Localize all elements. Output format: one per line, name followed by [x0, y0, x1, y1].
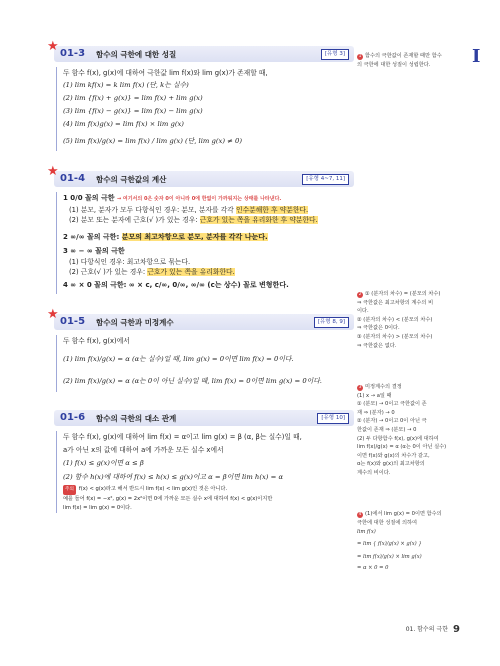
text-line: (2) 함수 h(x)에 대하여 f(x) ≤ h(x) ≤ g(x)이고 α = β이면 lim h(x) = α: [63, 473, 284, 481]
star-icon: ★: [47, 39, 59, 54]
page-footer: [406, 624, 460, 635]
note-marker: 2: [358, 291, 362, 297]
highlight: 근호가 있는 쪽을 유리화한다.: [147, 268, 235, 276]
list-item: 4 ∞ × 0 꼴의 극한: ∞ × c, c/∞, 0/∞, ∞/∞ (c는 상수) 꼴로 변형한다.: [63, 281, 289, 289]
highlight: 근호가 있는 쪽을 유리화한 후 약분한다.: [199, 216, 318, 224]
red-annotation: → 여기서의 0은 숫자 0이 아니라 0에 한없이 가까워지는 상태를 나타낸다.: [116, 196, 282, 202]
text-line: 두 함수 f(x), g(x)에서: [63, 337, 130, 345]
type-badge: [유형 8, 9]: [314, 317, 349, 328]
caution-line: 주의 f(x) < g(x)라고 해서 반드시 lim f(x) < lim g(x)인 것은 아니다.: [63, 484, 354, 495]
list-item: 2 ∞/∞ 꼴의 극한: 분모의 최고차항으로 분모, 분자를 각각 나눈다.: [63, 233, 268, 241]
section-header: [47, 39, 354, 62]
type-badge: [유형 10]: [317, 413, 349, 424]
section-number: 01-5: [60, 316, 86, 327]
footer-label: 01. 함수의 극한: [405, 626, 449, 633]
caution-tag: 주의: [63, 485, 76, 495]
text-line: (5) lim f(x)/g(x) = lim f(x) / lim g(x) (단, lim g(x) ≠ 0): [63, 137, 242, 145]
section-body: [56, 431, 354, 513]
section-title: 함수의 극한의 대소 관계: [96, 414, 177, 423]
text-line: (4) lim f(x)g(x) = lim f(x) × lim g(x): [63, 120, 184, 128]
star-icon: ★: [47, 164, 59, 179]
page-number: 9: [453, 624, 460, 635]
star-icon: ★: [47, 307, 59, 322]
side-note-1: 1 함수의 극한값이 존재할 때만 함수 의 극한에 대한 성질이 성립한다.: [357, 53, 442, 68]
text-line: (1) lim kf(x) = k lim f(x) (단, k는 실수): [63, 81, 189, 89]
section-title: 함수의 극한과 미정계수: [96, 318, 174, 327]
text-line: (3) lim {f(x) − g(x)} = lim f(x) − lim g(x): [63, 107, 203, 115]
section-title: 함수의 극한에 대한 성질: [96, 50, 177, 59]
section-01-3: [47, 39, 354, 151]
section-header: [54, 410, 354, 426]
caution-line: lim f(x) = lim g(x) = 0이다.: [63, 505, 132, 511]
text-line: (1) lim f(x)/g(x) = α (α는 실수)일 때, lim g(x) = 0이면 lim f(x) = 0이다.: [63, 355, 294, 363]
list-item: (1) 분모, 분자가 모두 다항식인 경우: 분모, 분자를 각각 인수분해한 후 약분한다.: [69, 206, 309, 214]
text-line: (1) f(x) ≤ g(x)이면 α ≤ β: [63, 459, 144, 467]
list-item: 1 0/0 꼴의 극한 → 여기서의 0은 숫자 0이 아니라 0에 한없이 가까워지는 상태를 나타낸다.: [63, 194, 282, 202]
section-number: 01-6: [60, 412, 86, 423]
text-line: (2) lim {f(x) + g(x)} = lim f(x) + lim g(x): [63, 94, 203, 102]
side-note-3: 3 미정계수의 결정 (1) x → a일 때 ① (분모) → 0이고 극한값이 존 재 ⇒ (분자) → 0 ② (분자) → 0이고 0이 아닌 극 한값이 존재 ⇒ (분모) → 0 (2) 두 다항함수 f(x), g(x)에 대하여 lim f(x)/g(x) = α (α는 0이 아닌 실수) 이면 f(x)와 g(x)의 차수가 같고, α는 f(x)와 g(x)의 최고차항의 계수의 비이다.: [357, 384, 447, 476]
highlight: 인수분해한 후 약분한다.: [236, 206, 309, 214]
note-marker: 3: [358, 384, 362, 390]
section-title: 함수의 극한값의 계산: [96, 175, 167, 184]
text-line: a가 아닌 x의 값에 대하여 a에 가까운 모든 실수 x에서: [63, 446, 224, 454]
list-item: (2) 근호(√ )가 있는 경우: 근호가 있는 쪽을 유리화한다.: [69, 268, 235, 276]
section-number: 01-4: [60, 173, 86, 184]
text-line: 두 함수 f(x), g(x)에 대하여 lim f(x) = α이고 lim g(x) = β (α, β는 실수)일 때,: [63, 433, 302, 441]
side-note-2: 2 ① (분자의 차수) = (분모의 차수) ⇒ 극한값은 최고차항의 계수의 비 이다. ② (분자의 차수) < (분모의 차수) ⇒ 극한값은 0이다. ③ (분자의 차수) > (분모의 차수) ⇒ 극한값은 없다.: [357, 291, 441, 349]
section-header: [47, 307, 354, 330]
section-number: 01-3: [60, 48, 86, 59]
type-badge: [유형 3]: [321, 49, 349, 60]
caution-line: 예를 들어 f(x) = −x², g(x) = 2x²이면 0에 가까운 모든 실수 x에 대하여 f(x) < g(x)이지만: [63, 496, 273, 502]
list-item: 3 ∞ − ∞ 꼴의 극한: [63, 247, 125, 255]
chapter-tab-letter: I: [472, 46, 481, 67]
list-item: (2) 분모 또는 분자에 근호(√ )가 있는 경우: 근호가 있는 쪽을 유리화한 후 약분한다.: [69, 216, 318, 224]
section-01-5: [47, 307, 354, 392]
section-body: [56, 67, 354, 151]
highlight: 분모의 최고차항으로 분모, 분자를 각각 나눈다.: [121, 233, 268, 241]
text-line: 두 함수 f(x), g(x)에 대하여 극한값 lim f(x)와 lim g(x)가 존재할 때,: [63, 69, 268, 77]
section-body: [56, 335, 354, 392]
type-badge: [유형 4~7, 11]: [302, 174, 349, 185]
section-01-4: [47, 164, 354, 294]
note-marker: 4: [358, 511, 362, 517]
list-item: (1) 다항식인 경우: 최고차항으로 묶는다.: [69, 258, 191, 266]
note-marker: 1: [358, 53, 362, 59]
text-line: (2) lim f(x)/g(x) = α (α는 0이 아닌 실수)일 때, lim f(x) = 0이면 lim g(x) = 0이다.: [63, 377, 322, 385]
section-01-6: [54, 410, 354, 513]
main-column: [47, 39, 354, 513]
section-header: [47, 164, 354, 187]
section-body: [56, 192, 354, 294]
side-note-4: 4 (1)에서 lim g(x) = 0이면 함수의 극한에 대한 성질에 의하여 lim f(x) = lim { f(x)/g(x) × g(x) } = lim f(x)/g(x) × lim g(x) = α × 0 = 0: [357, 511, 442, 572]
